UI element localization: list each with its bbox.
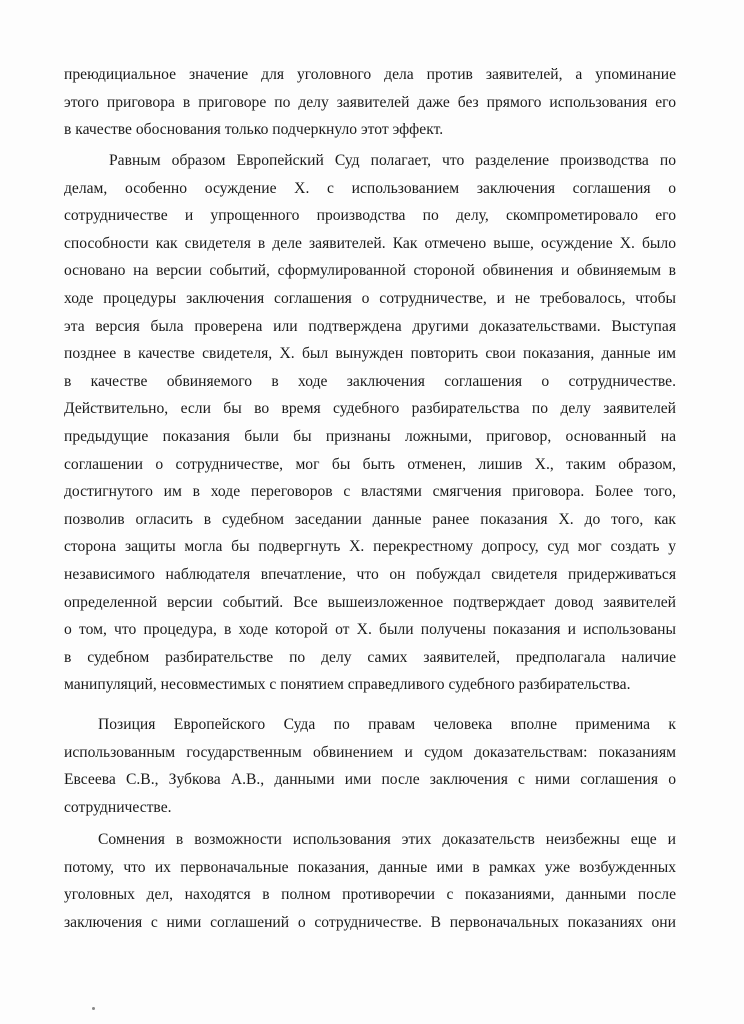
paragraph-3: [64, 711, 676, 821]
text-line: манипуляций, несовместимых с понятием справедливого судебного разбирательства.: [64, 676, 631, 694]
text-line: соглашении о сотрудничестве, мог бы быть отменен, лишив Х., таким образом,: [64, 455, 676, 473]
text-line: заключения с ними соглашений о сотрудничестве. В первоначальных показаниях они: [64, 913, 676, 931]
text-line: уголовных дел, находятся в полном противоречии с показаниями, данными после: [64, 886, 676, 904]
paragraph-1: [64, 61, 676, 144]
text-line: использованным государственным обвинением и судом доказательствам: показаниям: [64, 743, 676, 761]
text-line: этого приговора в приговоре по делу заявителей даже без прямого использования его: [64, 93, 676, 111]
text-line: способности как свидетеля в деле заявителей. Как отмечено выше, осуждение Х. было: [64, 234, 676, 252]
text-line: в качестве обвиняемого в ходе заключения соглашения о сотрудничестве.: [64, 372, 676, 390]
text-line: преюдициальное значение для уголовного дела против заявителей, а упоминание: [64, 66, 676, 83]
text-line: Равным образом Европейский Суд полагает, что разделение производства по: [109, 152, 676, 169]
text-line: основано на версии событий, сформулированной стороной обвинения и обвиняемым в: [64, 262, 676, 280]
text-line: эта версия была проверена или подтверждена другими доказательствами. Выступая: [64, 317, 676, 335]
text-line: сторона защиты могла бы подвергнуть Х. перекрестному допросу, суд мог создать у: [64, 538, 676, 556]
text-line: делам, особенно осуждение Х. с использованием заключения соглашения о: [64, 179, 676, 197]
paragraph-4: [64, 826, 676, 936]
text-line: достигнутого им в ходе переговоров с властями смягчения приговора. Более того,: [64, 483, 676, 501]
text-line: сотрудничестве.: [64, 798, 172, 816]
text-line: в судебном разбирательстве по делу самих заявителей, предполагала наличие: [64, 648, 676, 666]
text-line: Сомнения в возможности использования этих доказательств неизбежны еще и: [98, 831, 676, 848]
text-line: предыдущие показания были бы признаны ложными, приговор, основанный на: [64, 427, 676, 445]
text-line: в качестве обоснования только подчеркнуло этот эффект.: [64, 121, 444, 139]
scan-artifact: [92, 1007, 95, 1010]
text-line: Евсеева С.В., Зубкова А.В., данными ими после заключения с ними соглашения о: [64, 771, 676, 789]
text-line: позволив огласить в судебном заседании данные ранее показания Х. до того, как: [64, 510, 676, 528]
text-line: ходе процедуры заключения соглашения о сотрудничестве, и не требовалось, чтобы: [64, 289, 676, 307]
text-line: независимого наблюдателя впечатление, что он побуждал свидетеля придерживаться: [64, 565, 676, 583]
text-line: Действительно, если бы во время судебного разбирательства по делу заявителей: [64, 400, 676, 418]
text-line: Позиция Европейского Суда по правам человека вполне применима к: [98, 716, 676, 733]
text-line: потому, что их первоначальные показания, данные ими в рамках уже возбужденных: [64, 858, 676, 876]
paragraph-2: [64, 147, 676, 699]
text-line: определенной версии событий. Все вышеизложенное подтверждает довод заявителей: [64, 593, 676, 611]
text-line: позднее в качестве свидетеля, Х. был вынужден повторить свои показания, данные им: [64, 345, 676, 363]
text-line: сотрудничестве и упрощенного производства по делу, скомпрометировало его: [64, 207, 676, 225]
text-line: о том, что процедура, в ходе которой от Х. были получены показания и использованы: [64, 621, 676, 639]
